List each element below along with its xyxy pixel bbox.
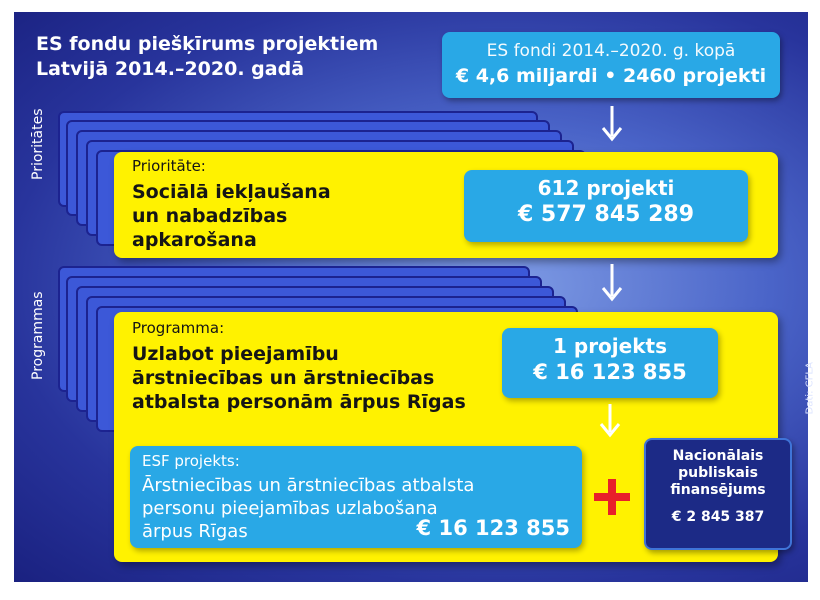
plus-icon <box>592 477 632 517</box>
priority-name-line: apkarošana <box>132 229 257 251</box>
infographic-title <box>36 32 436 82</box>
national-funding-amount: € 2 845 387 <box>671 509 765 525</box>
national-funding-box <box>644 438 792 550</box>
priority-stats-box <box>464 170 748 242</box>
total-funds-label: ES fondi 2014.–2020. g. kopā <box>486 41 736 61</box>
programme-name <box>132 342 466 414</box>
national-funding-label <box>646 448 790 499</box>
programme-amount: € 16 123 855 <box>533 360 687 384</box>
priority-label: Prioritāte: <box>132 157 206 175</box>
title-line-1: ES fondu piešķīrums projektiem <box>36 33 379 55</box>
down-arrow-icon <box>600 106 624 144</box>
national-funding-label-line: Nacionālais <box>672 448 764 464</box>
programme-name-line: ārstniecības un ārstniecības <box>132 367 435 389</box>
priority-projects: 612 projekti <box>537 176 675 200</box>
programme-label: Programma: <box>132 319 225 337</box>
down-arrow-icon <box>600 264 624 304</box>
priority-name <box>132 180 331 252</box>
programme-projects: 1 projekts <box>553 334 667 358</box>
programme-name-line: atbalsta personām ārpus Rīgas <box>132 391 466 413</box>
total-funds-box <box>442 32 780 98</box>
title-line-2: Latvijā 2014.–2020. gadā <box>36 58 305 80</box>
esf-project-name-line: Ārstniecības un ārstniecības atbalsta <box>142 475 475 496</box>
priority-amount: € 577 845 289 <box>517 202 695 227</box>
priorities-side-label: Prioritātes <box>30 108 46 180</box>
priority-name-line: Sociālā iekļaušana <box>132 181 331 203</box>
priority-box <box>114 152 778 258</box>
esf-project-amount: € 16 123 855 <box>416 516 570 540</box>
programme-name-line: Uzlabot pieejamību <box>132 343 339 365</box>
programme-stats-box <box>502 328 718 398</box>
national-funding-label-line: publiskais <box>678 465 758 481</box>
esf-project-box <box>130 446 582 548</box>
esf-project-name-line: ārpus Rīgas <box>142 521 248 542</box>
programmes-side-label: Programmas <box>30 291 46 380</box>
infographic-canvas <box>14 12 815 582</box>
data-credit: Dati: CFLA <box>804 362 815 415</box>
down-arrow-icon <box>598 404 622 440</box>
esf-project-label: ESF projekts: <box>142 452 240 470</box>
priority-name-line: un nabadzības <box>132 205 288 227</box>
national-funding-label-line: finansējums <box>670 482 766 498</box>
esf-project-name-line: personu pieejamības uzlabošana <box>142 498 438 519</box>
total-funds-value: € 4,6 miljardi • 2460 projekti <box>455 65 767 87</box>
